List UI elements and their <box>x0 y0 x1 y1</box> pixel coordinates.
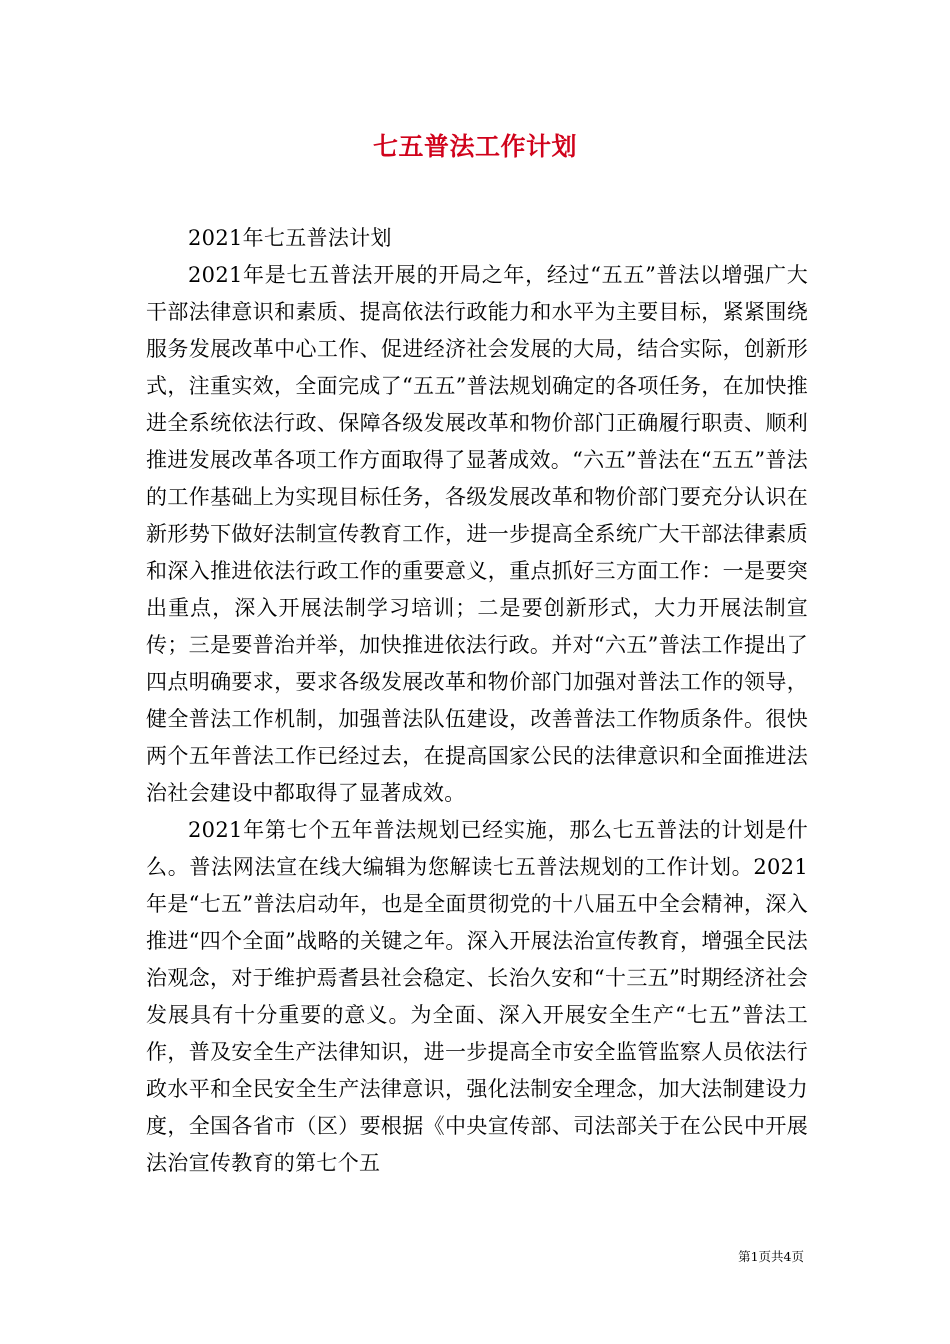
document-title: 七五普法工作计划 <box>372 132 577 161</box>
document-body <box>146 220 808 1182</box>
page-number: 第1页共4页 <box>738 1249 804 1264</box>
paragraph-2: 2021年第七个五年普法规划已经实施，那么七五普法的计划是什么。普法网法宣在线大编辑为您解读七五普法规划的工作计划。2021年是“七五”普法启动年，也是全面贯彻党的十八届五中全会精神，深入推进“四个全面”战略的关键之年。深入开展法治宣传教育，增强全民法治观念，对于维护焉耆县社会稳定、长治久安和“十三五”时期经济社会发展具有十分重要的意义。为全面、深入开展安全生产“七五”普法工作，普及安全生产法律知识，进一步提高全市安全监管监察人员依法行政水平和全民安全生产法律意识，强化法制安全理念，加大法制建设力度，全国各省市（区）要根据《中央宣传部、司法部关于在公民中开展法治宣传教育的第七个五 <box>146 818 808 1175</box>
paragraph-subtitle: 2021年七五普法计划 <box>188 226 392 250</box>
paragraph-1: 2021年是七五普法开展的开局之年，经过“五五”普法以增强广大干部法律意识和素质、提高依法行政能力和水平为主要目标，紧紧围绕服务发展改革中心工作、促进经济社会发展的大局，结合实际，创新形式，注重实效，全面完成了“五五”普法规划确定的各项任务，在加快推进全系统依法行政、保障各级发展改革和物价部门正确履行职责、顺利推进发展改革各项工作方面取得了显著成效。“六五”普法在“五五”普法的工作基础上为实现目标任务，各级发展改革和物价部门要充分认识在新形势下做好法制宣传教育工作，进一步提高全系统广大干部法律素质和深入推进依法行政工作的重要意义，重点抓好三方面工作：一是要突出重点，深入开展法制学习培训；二是要创新形式，大力开展法制宣传；三是要普治并举，加快推进依法行政。并对“六五”普法工作提出了四点明确要求，要求各级发展改革和物价部门加强对普法工作的领导，健全普法工作机制，加强普法队伍建设，改善普法工作物质条件。很快两个五年普法工作已经过去，在提高国家公民的法律意识和全面推进法治社会建设中都取得了显著成效。 <box>146 263 808 805</box>
